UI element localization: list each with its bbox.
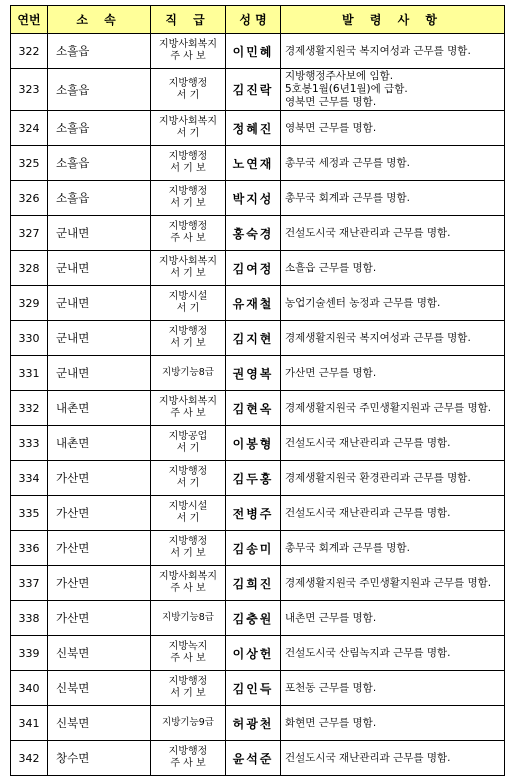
row-grade: 지방기능8급 xyxy=(151,356,226,391)
row-grade: 지방행정 서 기 보 xyxy=(151,321,226,356)
row-grade: 지방녹지 주 사 보 xyxy=(151,636,226,671)
row-department: 가산면 xyxy=(48,496,151,531)
row-name: 김두홍 xyxy=(226,461,281,496)
row-grade: 지방사회복지 주 사 보 xyxy=(151,391,226,426)
row-number: 325 xyxy=(11,146,48,181)
row-order: 소흘읍 근무를 명함. xyxy=(281,251,505,286)
header-row xyxy=(11,6,505,34)
table-row xyxy=(11,321,505,356)
row-number: 333 xyxy=(11,426,48,461)
row-department: 군내면 xyxy=(48,286,151,321)
row-name: 박지성 xyxy=(226,181,281,216)
row-department: 군내면 xyxy=(48,251,151,286)
row-name: 정혜진 xyxy=(226,111,281,146)
row-order: 화현면 근무를 명함. xyxy=(281,706,505,741)
row-department: 가산면 xyxy=(48,461,151,496)
header-num: 연번 xyxy=(11,6,48,34)
table-row xyxy=(11,531,505,566)
row-department: 창수면 xyxy=(48,741,151,776)
row-order: 경제생활지원국 환경관리과 근무를 명함. xyxy=(281,461,505,496)
row-grade: 지방기능8급 xyxy=(151,601,226,636)
row-grade: 지방행정 서 기 xyxy=(151,461,226,496)
table-row xyxy=(11,111,505,146)
table-row xyxy=(11,146,505,181)
table-row xyxy=(11,636,505,671)
row-number: 332 xyxy=(11,391,48,426)
row-order: 가산면 근무를 명함. xyxy=(281,356,505,391)
header-grade: 직 급 xyxy=(151,6,226,34)
row-name: 이민혜 xyxy=(226,34,281,69)
table-row xyxy=(11,706,505,741)
row-number: 330 xyxy=(11,321,48,356)
row-number: 334 xyxy=(11,461,48,496)
row-order: 건설도시국 재난관리과 근무를 명함. xyxy=(281,496,505,531)
row-number: 323 xyxy=(11,69,48,111)
row-grade: 지방행정 서 기 보 xyxy=(151,146,226,181)
row-department: 소흘읍 xyxy=(48,181,151,216)
personnel-order-table xyxy=(10,5,505,776)
row-grade: 지방행정 서 기 보 xyxy=(151,181,226,216)
row-number: 336 xyxy=(11,531,48,566)
row-department: 군내면 xyxy=(48,216,151,251)
row-order: 영북면 근무를 명함. xyxy=(281,111,505,146)
row-department: 소흘읍 xyxy=(48,146,151,181)
row-department: 소흘읍 xyxy=(48,34,151,69)
row-number: 322 xyxy=(11,34,48,69)
row-number: 324 xyxy=(11,111,48,146)
row-order: 건설도시국 재난관리과 근무를 명함. xyxy=(281,216,505,251)
row-department: 가산면 xyxy=(48,566,151,601)
row-name: 이상헌 xyxy=(226,636,281,671)
row-order: 경제생활지원국 주민생활지원과 근무를 명함. xyxy=(281,391,505,426)
row-grade: 지방시설 서 기 xyxy=(151,496,226,531)
table-header xyxy=(11,6,505,34)
row-grade: 지방시설 서 기 xyxy=(151,286,226,321)
row-name: 이봉형 xyxy=(226,426,281,461)
table-row xyxy=(11,741,505,776)
row-grade: 지방사회복지 서 기 보 xyxy=(151,251,226,286)
row-department: 내촌면 xyxy=(48,391,151,426)
row-order: 건설도시국 재난관리과 근무를 명함. xyxy=(281,426,505,461)
row-number: 327 xyxy=(11,216,48,251)
row-order: 지방행정주사보에 임함. 5호봉1월(6년1월)에 급함. 영북면 근무를 명함. xyxy=(281,69,505,111)
row-name: 김현옥 xyxy=(226,391,281,426)
row-grade: 지방행정 서 기 보 xyxy=(151,531,226,566)
row-order: 농업기술센터 농정과 근무를 명함. xyxy=(281,286,505,321)
row-department: 가산면 xyxy=(48,531,151,566)
row-number: 338 xyxy=(11,601,48,636)
row-grade: 지방공업 서 기 xyxy=(151,426,226,461)
table-row xyxy=(11,496,505,531)
table-row xyxy=(11,251,505,286)
row-grade: 지방사회복지 주 사 보 xyxy=(151,566,226,601)
row-order: 경제생활지원국 주민생활지원과 근무를 명함. xyxy=(281,566,505,601)
row-name: 허광천 xyxy=(226,706,281,741)
row-number: 326 xyxy=(11,181,48,216)
row-name: 김인득 xyxy=(226,671,281,706)
row-number: 329 xyxy=(11,286,48,321)
row-number: 331 xyxy=(11,356,48,391)
table-row xyxy=(11,181,505,216)
row-order: 총무국 회계과 근무를 명함. xyxy=(281,181,505,216)
table-row xyxy=(11,356,505,391)
row-department: 신북면 xyxy=(48,671,151,706)
table-body xyxy=(11,34,505,776)
row-name: 김여정 xyxy=(226,251,281,286)
row-order: 건설도시국 재난관리과 근무를 명함. xyxy=(281,741,505,776)
row-order: 총무국 회계과 근무를 명함. xyxy=(281,531,505,566)
row-name: 유재철 xyxy=(226,286,281,321)
row-order: 경제생활지원국 복지여성과 근무를 명함. xyxy=(281,34,505,69)
row-number: 340 xyxy=(11,671,48,706)
row-name: 노연재 xyxy=(226,146,281,181)
row-department: 소흘읍 xyxy=(48,69,151,111)
table-row xyxy=(11,286,505,321)
row-name: 권영복 xyxy=(226,356,281,391)
row-order: 건설도시국 산림녹지과 근무를 명함. xyxy=(281,636,505,671)
row-name: 전병주 xyxy=(226,496,281,531)
row-order: 내촌면 근무를 명함. xyxy=(281,601,505,636)
row-grade: 지방기능9급 xyxy=(151,706,226,741)
table-row xyxy=(11,216,505,251)
row-name: 김충원 xyxy=(226,601,281,636)
row-number: 339 xyxy=(11,636,48,671)
row-name: 김희진 xyxy=(226,566,281,601)
header-dept: 소 속 xyxy=(48,6,151,34)
row-department: 소흘읍 xyxy=(48,111,151,146)
row-department: 신북면 xyxy=(48,636,151,671)
table-row xyxy=(11,461,505,496)
row-grade: 지방행정 주 사 보 xyxy=(151,216,226,251)
row-order: 포천동 근무를 명함. xyxy=(281,671,505,706)
row-number: 328 xyxy=(11,251,48,286)
table-row xyxy=(11,601,505,636)
header-name: 성 명 xyxy=(226,6,281,34)
row-department: 신북면 xyxy=(48,706,151,741)
row-order: 경제생활지원국 복지여성과 근무를 명함. xyxy=(281,321,505,356)
row-grade: 지방사회복지 서 기 xyxy=(151,111,226,146)
row-grade: 지방사회복지 주 사 보 xyxy=(151,34,226,69)
row-number: 335 xyxy=(11,496,48,531)
row-name: 김진락 xyxy=(226,69,281,111)
row-name: 홍숙경 xyxy=(226,216,281,251)
row-number: 341 xyxy=(11,706,48,741)
row-grade: 지방행정 주 사 보 xyxy=(151,741,226,776)
row-department: 가산면 xyxy=(48,601,151,636)
row-name: 김지현 xyxy=(226,321,281,356)
row-grade: 지방행정 서 기 보 xyxy=(151,671,226,706)
header-order: 발 령 사 항 xyxy=(281,6,505,34)
table-row xyxy=(11,566,505,601)
table-row xyxy=(11,69,505,111)
table-row xyxy=(11,34,505,69)
row-grade: 지방행정 서 기 xyxy=(151,69,226,111)
table-row xyxy=(11,426,505,461)
row-name: 김송미 xyxy=(226,531,281,566)
row-department: 내촌면 xyxy=(48,426,151,461)
table-row xyxy=(11,671,505,706)
table-row xyxy=(11,391,505,426)
row-order: 총무국 세정과 근무를 명함. xyxy=(281,146,505,181)
row-name: 윤석준 xyxy=(226,741,281,776)
row-number: 342 xyxy=(11,741,48,776)
row-department: 군내면 xyxy=(48,356,151,391)
row-number: 337 xyxy=(11,566,48,601)
row-department: 군내면 xyxy=(48,321,151,356)
